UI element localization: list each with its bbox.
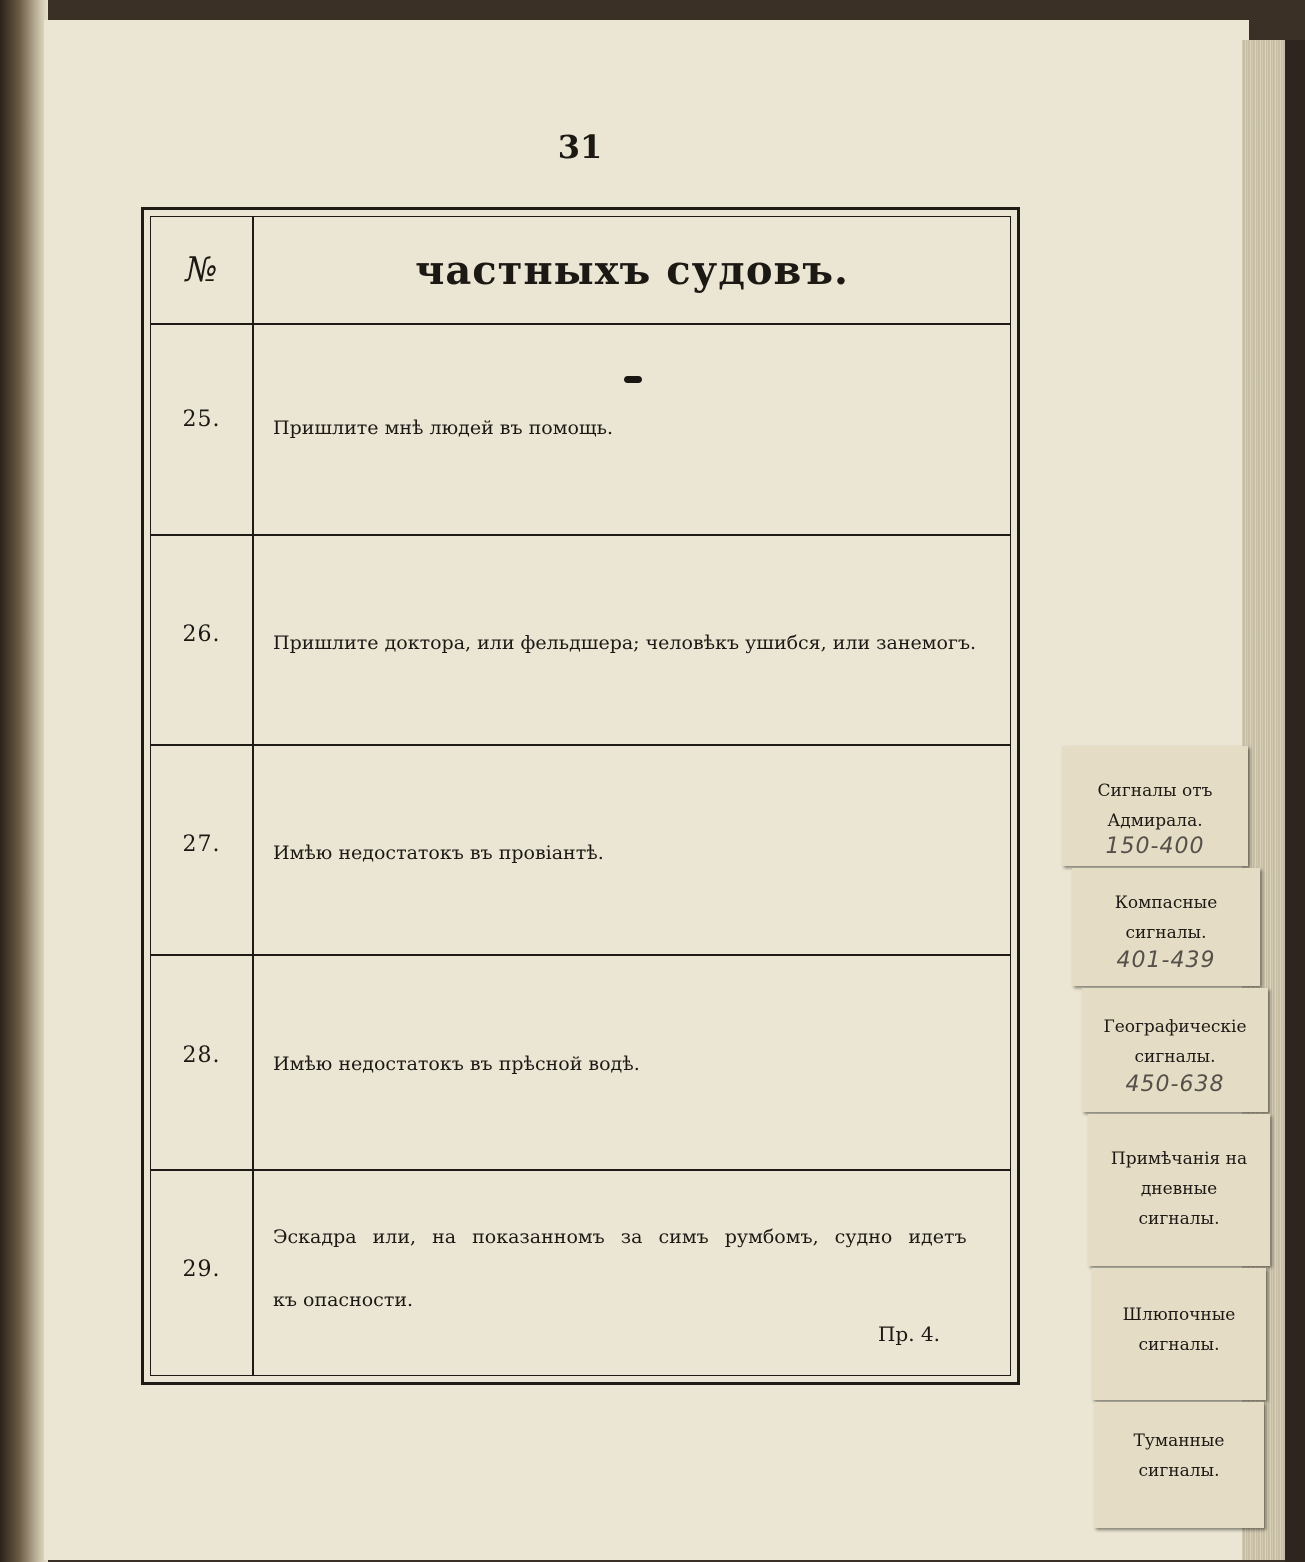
- row-number: 29.: [182, 1257, 221, 1282]
- tab-label: Адмирала.: [1107, 811, 1203, 831]
- row-divider: [151, 744, 1010, 746]
- tab-admiral-signals[interactable]: [1062, 746, 1248, 866]
- tab-label: Примѣчанія на: [1110, 1149, 1248, 1169]
- tab-label: Туманные: [1133, 1431, 1225, 1451]
- tab-handwritten-range: 401-439: [1116, 948, 1216, 973]
- header-divider: [151, 323, 1010, 325]
- tab-boat-signals[interactable]: [1092, 1268, 1266, 1400]
- row-divider: [151, 954, 1010, 956]
- tab-label: сигналы.: [1138, 1335, 1220, 1355]
- tab-label: Компасные: [1114, 893, 1218, 913]
- tab-label: Сигналы отъ: [1097, 781, 1213, 801]
- row-divider: [151, 534, 1010, 536]
- tab-label: сигналы.: [1138, 1209, 1220, 1229]
- book-spine: [0, 0, 48, 1562]
- row-text: Имѣю недостатокъ въ прѣсной водѣ.: [273, 1053, 640, 1075]
- tab-geographic-signals[interactable]: [1082, 988, 1268, 1112]
- column-divider: [252, 217, 254, 1375]
- row-number: 25.: [182, 407, 221, 432]
- tab-label: Шлюпочные: [1122, 1305, 1236, 1325]
- row-number: 28.: [182, 1043, 221, 1068]
- header-number-sign: №: [185, 250, 218, 290]
- tab-label: сигналы.: [1134, 1047, 1216, 1067]
- tab-fog-signals[interactable]: [1094, 1402, 1264, 1528]
- row-text: Пришлите мнѣ людей въ помощь.: [273, 417, 613, 439]
- tab-handwritten-range: 450-638: [1125, 1072, 1225, 1097]
- tab-compass-signals[interactable]: [1072, 868, 1260, 986]
- page-number: 31: [557, 128, 603, 166]
- row-text: Имѣю недостатокъ въ провіантѣ.: [273, 842, 604, 864]
- row-number: 26.: [182, 622, 221, 647]
- tab-day-signal-notes[interactable]: [1088, 1114, 1270, 1266]
- row-number: 27.: [182, 832, 221, 857]
- tab-label: дневные: [1140, 1179, 1218, 1199]
- page-speck: [624, 376, 642, 383]
- row-text: Пришлите доктора, или фельдшера; человѣкъ ушибся, или занемогъ.: [273, 632, 977, 654]
- header-title: частныхъ судовъ.: [415, 246, 849, 294]
- page-shadow: [1285, 40, 1305, 1562]
- row-text-line-2: къ опасности.: [273, 1289, 414, 1311]
- tab-label: сигналы.: [1125, 923, 1207, 943]
- row-divider: [151, 1169, 1010, 1171]
- tab-label: Географическіе: [1103, 1017, 1247, 1037]
- row-text-line-1: Эскадра или, на показанномъ за симъ румбомъ, судно идетъ: [273, 1226, 967, 1248]
- signal-table: [141, 207, 1020, 1385]
- tab-label: сигналы.: [1138, 1461, 1220, 1481]
- row-reference: Пр. 4.: [877, 1322, 940, 1346]
- tab-handwritten-range: 150-400: [1105, 834, 1205, 859]
